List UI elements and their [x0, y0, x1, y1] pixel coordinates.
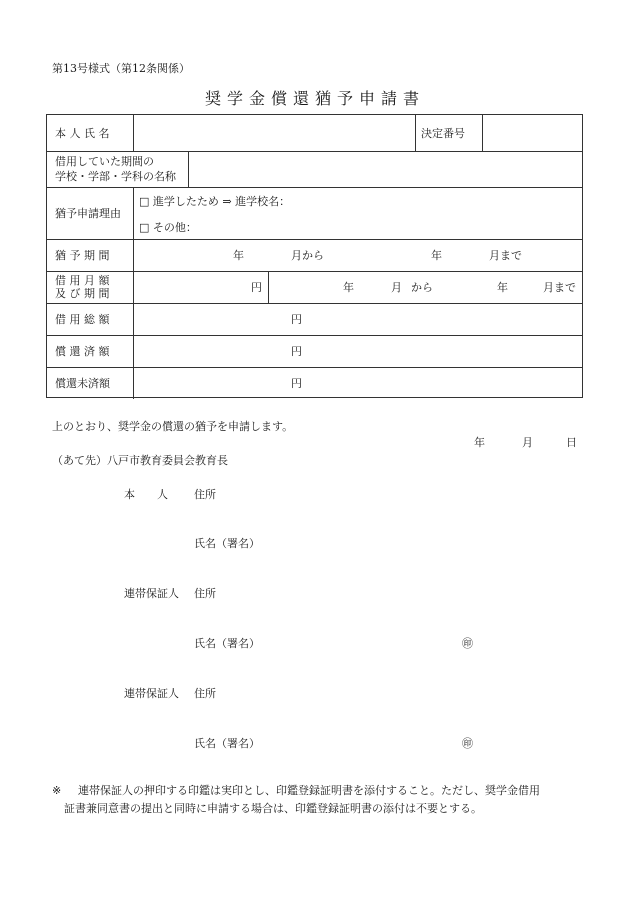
- note-line-2: 証書兼同意書の提出と同時に申請する場合は、印鑑登録証明書の添付は不要とする。: [64, 802, 482, 815]
- period-label: 猶 予 期 間: [55, 249, 110, 262]
- monthly-month-start: 月: [391, 281, 402, 294]
- decision-number-field[interactable]: [486, 119, 578, 147]
- col-divider: [415, 115, 416, 151]
- guarantor1-address-label: 住所: [194, 587, 216, 600]
- period-month-to: 月まで: [489, 249, 522, 262]
- monthly-label-line1: 借 用 月 額: [55, 274, 110, 287]
- guarantor2-address-label: 住所: [194, 687, 216, 700]
- date-year: 年: [474, 436, 485, 449]
- period-month-from: 月から: [291, 249, 324, 262]
- page-title: 奨学金償還猶予申請書: [204, 89, 425, 108]
- guarantor1-label: 連帯保証人: [124, 587, 179, 600]
- guarantor1-seal-mark: ㊞: [462, 637, 473, 650]
- col-divider: [133, 115, 134, 151]
- guarantor1-signature-label: 氏名（署名）: [194, 637, 260, 650]
- reason-option-advancement[interactable]: □ 進学したため ⇒ 進学校名：: [139, 195, 291, 208]
- monthly-from: から: [411, 281, 433, 294]
- row-divider: [47, 151, 582, 152]
- row-divider: [47, 335, 582, 336]
- unpaid-yen: 円: [291, 377, 302, 390]
- monthly-label-line2: 及 び 期 間: [55, 287, 110, 300]
- applicant-name-field[interactable]: [137, 119, 411, 147]
- col-divider: [133, 187, 134, 399]
- decision-number-label: 決定番号: [421, 127, 465, 140]
- date-day: 日: [566, 436, 577, 449]
- period-year-start: 年: [233, 249, 244, 262]
- col-divider: [188, 151, 189, 187]
- reason-option-other[interactable]: □ その他：: [139, 221, 197, 234]
- row-divider: [47, 239, 582, 240]
- applicant-signature-label: 氏名（署名）: [194, 537, 260, 550]
- school-label-line1: 借用していた期間の: [55, 155, 154, 168]
- monthly-month-to: 月まで: [543, 281, 576, 294]
- monthly-yen: 円: [251, 281, 262, 294]
- note-line-1: 連帯保証人の押印する印鑑は実印とし、印鑑登録証明書を添付すること。ただし、奨学金借用: [78, 784, 540, 797]
- unpaid-label: 償還未済額: [55, 377, 110, 390]
- col-divider: [482, 115, 483, 151]
- monthly-year-start: 年: [343, 281, 354, 294]
- school-label-line2: 学校・学部・学科の名称: [55, 170, 176, 183]
- row-divider: [47, 303, 582, 304]
- guarantor2-label: 連帯保証人: [124, 687, 179, 700]
- total-yen: 円: [291, 313, 302, 326]
- period-year-end: 年: [431, 249, 442, 262]
- total-label: 借 用 総 額: [55, 313, 110, 326]
- reason-label: 猶予申請理由: [55, 207, 121, 220]
- repaid-yen: 円: [291, 345, 302, 358]
- addressee: （あて先）八戸市教育委員会教育長: [52, 454, 228, 467]
- form-number: 第13号様式（第12条関係）: [52, 62, 190, 75]
- repaid-label: 償 還 済 額: [55, 345, 110, 358]
- statement: 上のとおり、奨学金の償還の猶予を申請します。: [52, 420, 294, 433]
- applicant-name-label: 本 人 氏 名: [55, 127, 110, 140]
- row-divider: [47, 367, 582, 368]
- application-table: [46, 114, 583, 398]
- applicant-label: 本 人: [124, 488, 168, 501]
- monthly-year-end: 年: [497, 281, 508, 294]
- note-mark: ※: [52, 784, 62, 797]
- school-name-field[interactable]: [192, 155, 578, 183]
- row-divider: [47, 187, 582, 188]
- guarantor2-seal-mark: ㊞: [462, 737, 473, 750]
- date-month: 月: [522, 436, 533, 449]
- row-divider: [47, 271, 582, 272]
- col-divider: [268, 271, 269, 303]
- guarantor2-signature-label: 氏名（署名）: [194, 737, 260, 750]
- applicant-address-label: 住所: [194, 488, 216, 501]
